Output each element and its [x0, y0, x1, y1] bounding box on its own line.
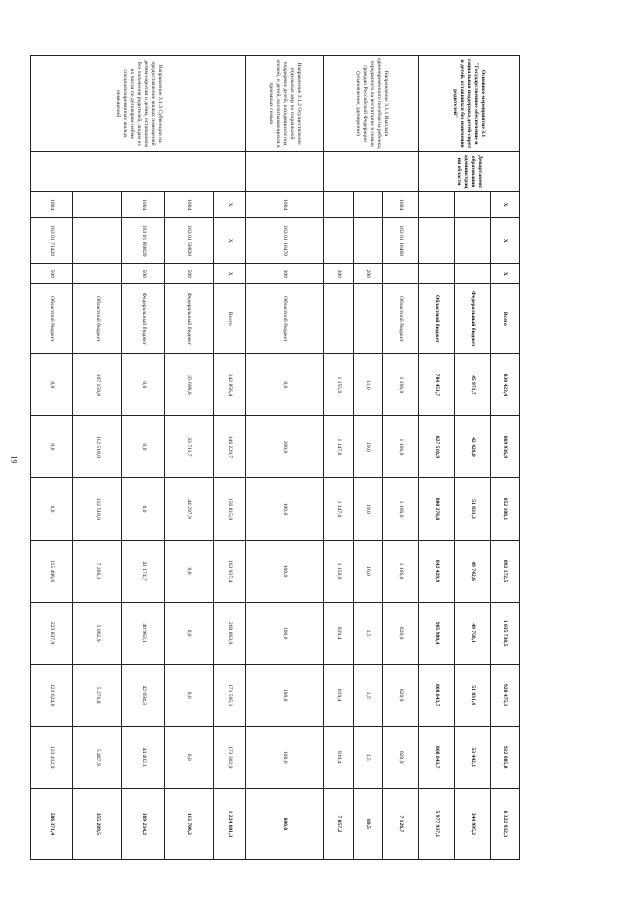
year-value-cell: 41 174,7	[122, 540, 164, 602]
year-value-cell: 107 159,8	[73, 354, 122, 416]
table-row	[383, 56, 419, 860]
vr-cell	[73, 264, 122, 284]
rzpr-cell: X	[213, 192, 246, 218]
total-value-cell: 7 126,7	[383, 788, 419, 859]
year-value-cell: 35 696,6	[164, 354, 213, 416]
year-value-cell: 0,0	[31, 478, 73, 540]
year-value-cell: 842 429,9	[418, 540, 454, 602]
year-value-cell: 19,0	[353, 416, 382, 478]
year-value-cell: 920 475,1	[490, 664, 519, 726]
year-value-cell: 45 971,7	[454, 354, 490, 416]
year-value-cell: 123 624,0	[31, 664, 73, 726]
year-value-cell: 0,0	[31, 354, 73, 416]
vr-cell: 500	[31, 264, 73, 284]
department-empty-cell	[31, 152, 246, 192]
year-value-cell: 1 155,0	[324, 354, 353, 416]
program-name-cell: Основное мероприятие 3.1 "Государственное обеспечение и социальная поддержка детей-сирот и детей, оставшихся без попечения родителей"	[418, 56, 519, 152]
year-value-cell: 100,0	[246, 416, 324, 478]
year-value-cell: 100,0	[246, 478, 324, 540]
year-value-cell: 985 980,4	[418, 602, 454, 664]
csr-cell: X	[213, 218, 246, 264]
rzpr-cell: X	[490, 192, 519, 218]
source-cell: Областной бюджет	[383, 284, 419, 354]
csr-cell: 163 01 10470	[246, 218, 324, 264]
year-value-cell: 0,0	[122, 416, 164, 478]
vr-cell	[383, 264, 419, 284]
csr-cell: 163 01 71420	[31, 218, 73, 264]
year-value-cell: 100,0	[246, 726, 324, 788]
csr-cell: 163 01 50820	[164, 218, 213, 264]
source-cell: Областной бюджет	[246, 284, 324, 354]
department-empty-cell	[246, 152, 324, 192]
department-empty-cell	[324, 152, 419, 192]
year-value-cell: 7 266,1	[73, 540, 122, 602]
year-value-cell: 100,0	[246, 540, 324, 602]
source-cell: Областной бюджет	[418, 284, 454, 354]
year-value-cell: 784 451,7	[418, 354, 454, 416]
vr-cell	[454, 264, 490, 284]
program-name-cell: Направление 3.1.2 Осуществление отдельных мер по социальной поддержке детей, находящихся под опекой, и детей, воспитывающихся в приемных семьях	[246, 56, 324, 152]
budget-table	[30, 55, 520, 860]
year-value-cell: 0,0	[164, 664, 213, 726]
rzpr-cell: 1004	[122, 192, 164, 218]
year-value-cell: 830 423,4	[490, 354, 519, 416]
year-value-cell: 171 595,1	[213, 664, 246, 726]
vr-cell: 500	[164, 264, 213, 284]
year-value-cell: 100,0	[246, 664, 324, 726]
csr-cell: 163 01 10460	[383, 218, 419, 264]
year-value-cell: 51 831,3	[454, 478, 490, 540]
year-value-cell: 42 426,0	[454, 416, 490, 478]
year-value-cell: 1,5	[353, 664, 382, 726]
year-value-cell: 16,0	[353, 540, 382, 602]
year-value-cell: 1,5	[353, 726, 382, 788]
year-value-cell: 820,9	[383, 726, 419, 788]
year-value-cell: 53 442,1	[454, 726, 490, 788]
page-number: 19	[9, 455, 19, 464]
total-value-cell: 5 977 937,1	[418, 788, 454, 859]
rzpr-cell	[454, 192, 490, 218]
year-value-cell: 819,4	[324, 664, 353, 726]
year-value-cell: 820,9	[383, 664, 419, 726]
year-value-cell: 44 402,1	[122, 726, 164, 788]
year-value-cell: 49 742,6	[454, 540, 490, 602]
department-cell: Департамент образования администрации области	[418, 152, 519, 192]
csr-cell: X	[490, 218, 519, 264]
total-value-cell: 344 995,2	[454, 788, 490, 859]
year-value-cell: 1 166,0	[383, 478, 419, 540]
rzpr-cell: 1004	[246, 192, 324, 218]
source-cell	[324, 284, 353, 354]
vr-cell: 300	[246, 264, 324, 284]
year-value-cell: 49 750,1	[454, 602, 490, 664]
year-value-cell: 1 166,0	[383, 540, 419, 602]
year-value-cell: 869 936,9	[490, 416, 519, 478]
year-value-cell: 0,0	[122, 354, 164, 416]
program-name-cell: Направление 3.1.1 Выплата единовременного пособия на ребенка, переданного на воспитание в семью граждан Российской Федерации (усыновление, удочерение)	[324, 56, 419, 152]
year-value-cell: 115 496,6	[31, 540, 73, 602]
year-value-cell: 0,0	[164, 726, 213, 788]
vr-cell	[418, 264, 454, 284]
year-value-cell: 5 276,8	[73, 664, 122, 726]
year-value-cell: 33 711,7	[164, 416, 213, 478]
year-value-cell: 173 302,9	[213, 726, 246, 788]
rzpr-cell: 1004	[164, 192, 213, 218]
year-value-cell: 142 856,4	[213, 354, 246, 416]
year-value-cell: 0,0	[164, 540, 213, 602]
source-cell: Федеральный бюджет	[164, 284, 213, 354]
year-value-cell: 1 147,0	[324, 478, 353, 540]
source-cell: Областной бюджет	[73, 284, 122, 354]
source-cell	[353, 284, 382, 354]
year-value-cell: 146 229,7	[213, 416, 246, 478]
vr-cell: X	[490, 264, 519, 284]
year-value-cell: 51 831,4	[454, 664, 490, 726]
year-value-cell: 0,0	[31, 416, 73, 478]
vr-cell: 300	[324, 264, 353, 284]
csr-cell	[454, 218, 490, 264]
year-value-cell: 11,0	[353, 354, 382, 416]
program-name-cell: Направление 3.1.3 Субвенции на предоставление жилых помещений детям-сиротам и детям, оставшимся без попечения родителей, лицам из их числа по договорам найма специализированных жилых помещений	[31, 56, 246, 152]
year-value-cell: 0,0	[122, 478, 164, 540]
year-value-cell: 868 643,7	[418, 726, 454, 788]
total-value-cell: 7 057,2	[324, 788, 353, 859]
total-value-cell: 6 322 932,3	[490, 788, 519, 859]
rzpr-cell	[418, 192, 454, 218]
year-value-cell: 0,0	[246, 354, 324, 416]
source-cell: Областной бюджет	[31, 284, 73, 354]
year-value-cell: 1 150,0	[324, 540, 353, 602]
year-value-cell: 269 863,9	[213, 602, 246, 664]
total-value-cell: 355 289,5	[73, 788, 122, 859]
year-value-cell: 223 837,9	[31, 602, 73, 664]
year-value-cell: 852 108,1	[490, 478, 519, 540]
year-value-cell: 868 643,7	[418, 664, 454, 726]
year-value-cell: 819,4	[324, 602, 353, 664]
rzpr-cell	[353, 192, 382, 218]
vr-cell: 500	[122, 264, 164, 284]
year-value-cell: 892 172,5	[490, 540, 519, 602]
rzpr-cell: 1004	[383, 192, 419, 218]
year-value-cell: 123 412,9	[31, 726, 73, 788]
year-value-cell: 1 035 730,5	[490, 602, 519, 664]
vr-cell: X	[213, 264, 246, 284]
year-value-cell: 1 166,0	[383, 354, 419, 416]
year-value-cell: 800 276,8	[418, 478, 454, 540]
year-value-cell: 5 487,9	[73, 726, 122, 788]
year-value-cell: 1 166,0	[383, 416, 419, 478]
year-value-cell: 163 937,4	[213, 540, 246, 602]
source-cell: Федеральный бюджет	[122, 284, 164, 354]
source-cell: Всего	[213, 284, 246, 354]
source-cell: Федеральный бюджет	[454, 284, 490, 354]
csr-cell	[418, 218, 454, 264]
total-value-cell: 169 234,2	[122, 788, 164, 859]
source-cell: Всего	[490, 284, 519, 354]
table-row	[246, 56, 324, 860]
total-value-cell: 69,5	[353, 788, 382, 859]
rzpr-cell	[73, 192, 122, 218]
rzpr-cell	[324, 192, 353, 218]
total-value-cell: 113 706,2	[164, 788, 213, 859]
year-value-cell: 19,0	[353, 478, 382, 540]
year-value-cell: 0,0	[164, 602, 213, 664]
total-value-cell: 600,0	[246, 788, 324, 859]
year-value-cell: 42 694,3	[122, 664, 164, 726]
year-value-cell: 112 518,0	[73, 416, 122, 478]
rotated-page	[30, 55, 520, 860]
csr-cell	[324, 218, 353, 264]
year-value-cell: 1,5	[353, 602, 382, 664]
rotated-table-container	[30, 55, 520, 860]
year-value-cell: 156 815,9	[213, 478, 246, 540]
table-row	[490, 56, 519, 860]
csr-cell: 163 01 R0820	[122, 218, 164, 264]
year-value-cell: 819,4	[324, 726, 353, 788]
csr-cell	[353, 218, 382, 264]
year-value-cell: 44 297,9	[164, 478, 213, 540]
vr-cell: 200	[353, 264, 382, 284]
year-value-cell: 827 510,9	[418, 416, 454, 478]
table-row	[213, 56, 246, 860]
total-value-cell: 586 371,4	[31, 788, 73, 859]
total-value-cell: 1 224 601,3	[213, 788, 246, 859]
rzpr-cell: 1004	[31, 192, 73, 218]
year-value-cell: 1 147,0	[324, 416, 353, 478]
year-value-cell: 922 085,8	[490, 726, 519, 788]
csr-cell	[73, 218, 122, 264]
year-value-cell: 112 518,0	[73, 478, 122, 540]
year-value-cell: 40 963,1	[122, 602, 164, 664]
year-value-cell: 100,0	[246, 602, 324, 664]
year-value-cell: 820,9	[383, 602, 419, 664]
year-value-cell: 5 062,9	[73, 602, 122, 664]
